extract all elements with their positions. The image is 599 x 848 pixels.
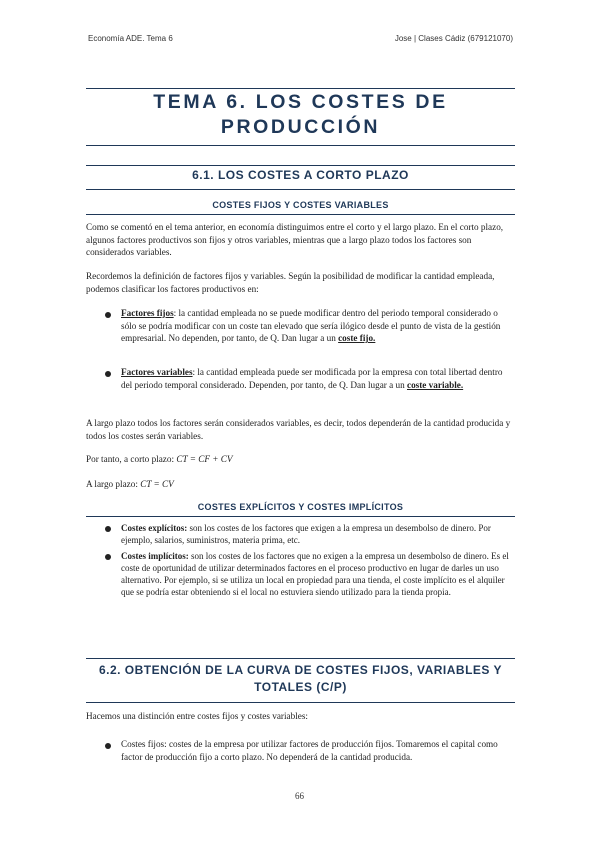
- subsection1-rule: [86, 214, 515, 215]
- text-costes-implicitos: son los costes de los factores que no exigen a la empresa un desembolso de dinero. Es el coste de oportunidad de utilizar determinados factores en el proceso productivo en lugar de darles un uso alternativo. Por ejemplo, si se utiliza un local en propiedad para una tienda, el coste implícito es el alquiler que se podría estar obteniendo si el local no estuviera siendo utilizado para la tienda propia.: [121, 551, 509, 597]
- header-left: Economía ADE. Tema 6: [88, 34, 173, 43]
- formula-largo: CT = CV: [140, 479, 174, 489]
- formula-corto: CT = CF + CV: [176, 454, 233, 464]
- formula-largo-label: A largo plazo:: [86, 479, 141, 489]
- page-title: [86, 90, 515, 140]
- header-right: Jose | Clases Cádiz (679121070): [394, 34, 513, 43]
- paragraph-distincion: Hacemos una distinción entre costes fijos y costes variables:: [86, 711, 308, 721]
- section1-bottom-rule: [86, 189, 515, 190]
- term-coste-variable: coste variable.: [407, 379, 464, 390]
- subsection2-heading: COSTES EXPLÍCITOS Y COSTES IMPLÍCITOS: [197, 502, 404, 512]
- formula-corto-label: Por tanto, a corto plazo:: [86, 454, 177, 464]
- section2-heading: [86, 662, 515, 696]
- subsection2-rule: [86, 516, 515, 517]
- text-factores-variables: : la cantidad empleada puede ser modificada por la empresa con total libertad dentro del periodo temporal considerado. Dependen, por tanto, de Q. Dan lugar a un: [121, 367, 503, 390]
- paragraph-corto-largo: Como se comentó en el tema anterior, en economía distinguimos entre el corto y el largo plazo. En el corto plazo, algunos factores productivos son fijos y otros variables, mientras que a largo plazo todos los factores son considerados variables.: [86, 222, 504, 258]
- bullet-dot: [105, 371, 111, 377]
- section1-heading: 6.1. LOS COSTES A CORTO PLAZO: [192, 168, 409, 182]
- formula-corto-plazo: [86, 453, 515, 466]
- title-bottom-rule: [86, 145, 515, 146]
- term-factores-variables: Factores variables: [121, 367, 193, 377]
- bullet-costes-implicitos: [121, 550, 513, 598]
- bullet-dot: [105, 526, 111, 532]
- bullet-dot: [105, 312, 111, 318]
- subsection1-heading: COSTES FIJOS Y COSTES VARIABLES: [212, 200, 389, 210]
- term-costes-explicitos: Costes explícitos:: [121, 523, 188, 533]
- bullet-costes-explicitos: [121, 522, 513, 546]
- text-factores-fijos: : la cantidad empleada no se puede modificar dentro del periodo temporal considerado o sólo se podría modificar con un coste tan elevado que sería ilógico desde el punto de vista de la gestión empresarial. No dependen, por tanto, de Q. Dan lugar a un: [121, 308, 501, 344]
- term-costes-implicitos: Costes implícitos:: [121, 551, 189, 561]
- bullet-factores-variables: [121, 366, 513, 391]
- term-coste-fijo: coste fijo.: [338, 333, 376, 344]
- title-top-rule: [86, 88, 515, 89]
- paragraph-definicion: Recordemos la definición de factores fijos y variables. Según la posibilidad de modificar la cantidad empleada, podemos clasificar los factores productivos en:: [86, 271, 495, 294]
- section2-heading-line2: TOTALES (C/P): [254, 680, 347, 694]
- bullet-factores-fijos: [121, 307, 513, 345]
- page-number: 66: [295, 791, 304, 801]
- page-title-line1: TEMA 6. LOS COSTES DE: [153, 91, 448, 113]
- bullet-dot: [105, 743, 111, 749]
- bullet-costes-fijos: Costes fijos: costes de la empresa por utilizar factores de producción fijos. Tomaremos el capital como factor de producción fijo a corto plazo. No dependerá de la cantidad producida.: [121, 739, 498, 762]
- bullet-dot: [105, 554, 111, 560]
- section2-top-rule: [86, 658, 515, 659]
- formula-largo-plazo: [86, 478, 515, 491]
- text-costes-explicitos: son los costes de los factores que exigen a la empresa un desembolso de dinero. Por ejemplo, salarios, suministros, materia prima, etc.: [121, 523, 491, 545]
- term-factores-fijos: Factores fijos: [121, 308, 174, 318]
- section1-top-rule: [86, 165, 515, 166]
- section2-bottom-rule: [86, 702, 515, 703]
- section2-heading-line1: 6.2. OBTENCIÓN DE LA CURVA DE COSTES FIJOS, VARIABLES Y: [98, 663, 503, 677]
- paragraph-largo-plazo: A largo plazo todos los factores serán considerados variables, es decir, todos dependerán de la cantidad producida y todos los costes serán variables.: [86, 418, 511, 441]
- page-title-line2: PRODUCCIÓN: [220, 116, 381, 138]
